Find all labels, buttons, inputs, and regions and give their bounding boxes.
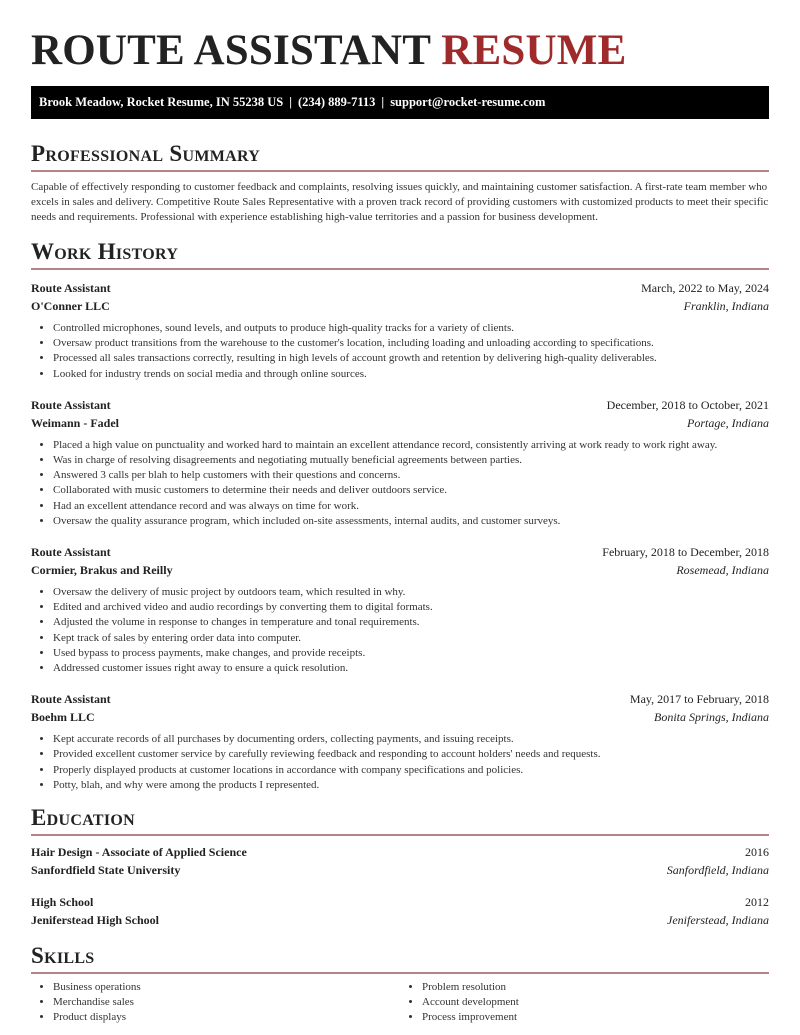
job-header bbox=[31, 543, 769, 561]
bullet-item: • Oversaw the delivery of music project by outdoors team, which resulted in why. bbox=[53, 585, 769, 600]
job-entry bbox=[31, 396, 769, 529]
bullet-item: • Oversaw the quality assurance program, which included on-site assessments, internal audits, and customer surveys. bbox=[53, 514, 769, 529]
separator: | bbox=[289, 95, 292, 109]
job-subheader bbox=[31, 414, 769, 432]
title-main: ROUTE ASSISTANT bbox=[31, 27, 431, 74]
job-subheader bbox=[31, 708, 769, 726]
education-heading: Education bbox=[31, 805, 769, 836]
job-title: Route Assistant bbox=[31, 545, 111, 560]
education-school: Jeniferstead High School bbox=[31, 913, 159, 928]
skills-column-left bbox=[31, 980, 400, 1026]
bullet-item: • Addressed customer issues right away to ensure a quick resolution. bbox=[53, 661, 769, 676]
bullet-item: • Controlled microphones, sound levels, and outputs to produce high-quality tracks for a variety of clients. bbox=[53, 321, 769, 336]
bullet-item: • Was in charge of resolving disagreements and negotiating mutually beneficial agreements between parties. bbox=[53, 453, 769, 468]
education-degree: High School bbox=[31, 895, 94, 910]
job-header bbox=[31, 279, 769, 297]
work-history bbox=[31, 279, 769, 793]
job-header bbox=[31, 690, 769, 708]
job-bullets bbox=[31, 321, 769, 382]
skills-heading: Skills bbox=[31, 943, 769, 974]
job-dates: March, 2022 to May, 2024 bbox=[641, 281, 769, 295]
job-subheader bbox=[31, 297, 769, 315]
contact-phone: (234) 889-7113 bbox=[297, 95, 376, 109]
skill-item: • Problem resolution bbox=[422, 980, 769, 995]
bullet-item: • Edited and archived video and audio recordings by converting them to digital formats. bbox=[53, 600, 769, 615]
education-location: Sanfordfield, Indiana bbox=[666, 863, 769, 878]
bullet-item: • Answered 3 calls per blah to help customers with their questions and concerns. bbox=[53, 468, 769, 483]
job-location: Franklin, Indiana bbox=[683, 299, 769, 313]
skill-item: • Business operations bbox=[53, 980, 400, 995]
job-bullets bbox=[31, 732, 769, 793]
job-company: Weimann - Fadel bbox=[31, 415, 120, 430]
bullet-item: • Had an excellent attendance record and was always on time for work. bbox=[53, 499, 769, 514]
skills-column-right bbox=[400, 980, 769, 1026]
job-dates: May, 2017 to February, 2018 bbox=[629, 692, 769, 707]
job-bullets bbox=[31, 438, 769, 529]
education-degree: Hair Design - Associate of Applied Science bbox=[31, 845, 247, 860]
education-header bbox=[31, 893, 769, 911]
education-entry bbox=[31, 893, 769, 929]
education-list bbox=[31, 843, 769, 929]
skill-item: • Product displays bbox=[53, 1010, 400, 1025]
job-subheader bbox=[31, 561, 769, 579]
bullet-item: • Properly displayed products at customer locations in accordance with company specifications and policies. bbox=[53, 763, 769, 778]
separator: | bbox=[381, 95, 385, 109]
bullet-item: • Used bypass to process payments, make changes, and provide receipts. bbox=[53, 646, 769, 661]
summary-text: Capable of effectively responding to customer feedback and complaints, resolving issues quickly, and maintaining customer satisfaction. A first-rate team member who excels in sales and delivery. Competitive Route Sales Representative with a proven track record of providing customers with customized products to meet their specific needs and requirements. Professional with experience establishing high-value territories and a passion for business development. bbox=[31, 181, 769, 223]
contact-email[interactable]: support@rocket-resume.com bbox=[390, 95, 546, 109]
job-entry bbox=[31, 690, 769, 793]
job-dates: February, 2018 to December, 2018 bbox=[602, 545, 769, 560]
education-subheader bbox=[31, 861, 769, 879]
job-entry bbox=[31, 279, 769, 382]
work-heading: Work History bbox=[31, 239, 769, 270]
skill-item: • Process improvement bbox=[422, 1010, 769, 1025]
job-header bbox=[31, 396, 769, 414]
job-title: Route Assistant bbox=[31, 397, 111, 412]
job-location: Portage, Indiana bbox=[687, 415, 769, 430]
skill-item: • Merchandise sales bbox=[53, 995, 400, 1010]
skills-list bbox=[31, 980, 769, 1026]
job-company: Boehm LLC bbox=[31, 710, 95, 725]
bullet-item: • Looked for industry trends on social media and through online sources. bbox=[53, 367, 769, 382]
bullet-item: • Provided excellent customer service by carefully reviewing feedback and responding to account holders' needs and requests. bbox=[53, 747, 769, 762]
resume-title bbox=[31, 0, 769, 74]
skill-item: • Account development bbox=[422, 995, 769, 1010]
bullet-item: • Kept accurate records of all purchases by documenting orders, collecting payments, and issuing receipts. bbox=[53, 732, 769, 747]
bullet-item: • Collaborated with music customers to determine their needs and deliver outdoors service. bbox=[53, 483, 769, 498]
education-year: 2016 bbox=[745, 845, 769, 860]
job-location: Bonita Springs, Indiana bbox=[653, 710, 769, 725]
contact-address: Brook Meadow, Rocket Resume, IN 55238 US bbox=[39, 95, 284, 109]
job-entry bbox=[31, 543, 769, 676]
education-entry bbox=[31, 843, 769, 879]
education-school: Sanfordfield State University bbox=[31, 863, 181, 878]
bullet-item: • Adjusted the volume in response to changes in temperature and tonal requirements. bbox=[53, 615, 769, 630]
contact-bar bbox=[31, 86, 769, 119]
education-subheader bbox=[31, 911, 769, 929]
education-header bbox=[31, 843, 769, 861]
job-dates: December, 2018 to October, 2021 bbox=[606, 397, 769, 412]
bullet-item: • Placed a high value on punctuality and worked hard to maintain an excellent attendance record, consistently arriving at work ready to work right away. bbox=[53, 438, 769, 453]
title-accent: RESUME bbox=[441, 27, 627, 74]
bullet-item: • Processed all sales transactions correctly, resulting in high levels of account growth and retention by delivering high-quality deliverables. bbox=[53, 351, 769, 366]
bullet-item: • Oversaw product transitions from the warehouse to the customer's location, including loading and unloading according to specifications. bbox=[53, 336, 769, 351]
bullet-item: • Potty, blah, and why were among the products I represented. bbox=[53, 778, 769, 793]
education-year: 2012 bbox=[745, 895, 769, 910]
job-company: Cormier, Brakus and Reilly bbox=[31, 563, 173, 578]
summary-heading: Professional Summary bbox=[31, 141, 769, 172]
job-title: Route Assistant bbox=[31, 692, 111, 707]
bullet-item: • Kept track of sales by entering order data into computer. bbox=[53, 631, 769, 646]
job-title: Route Assistant bbox=[31, 281, 111, 295]
job-location: Rosemead, Indiana bbox=[676, 563, 769, 578]
job-bullets bbox=[31, 585, 769, 676]
education-location: Jeniferstead, Indiana bbox=[667, 913, 769, 928]
job-company: O'Conner LLC bbox=[31, 299, 110, 313]
